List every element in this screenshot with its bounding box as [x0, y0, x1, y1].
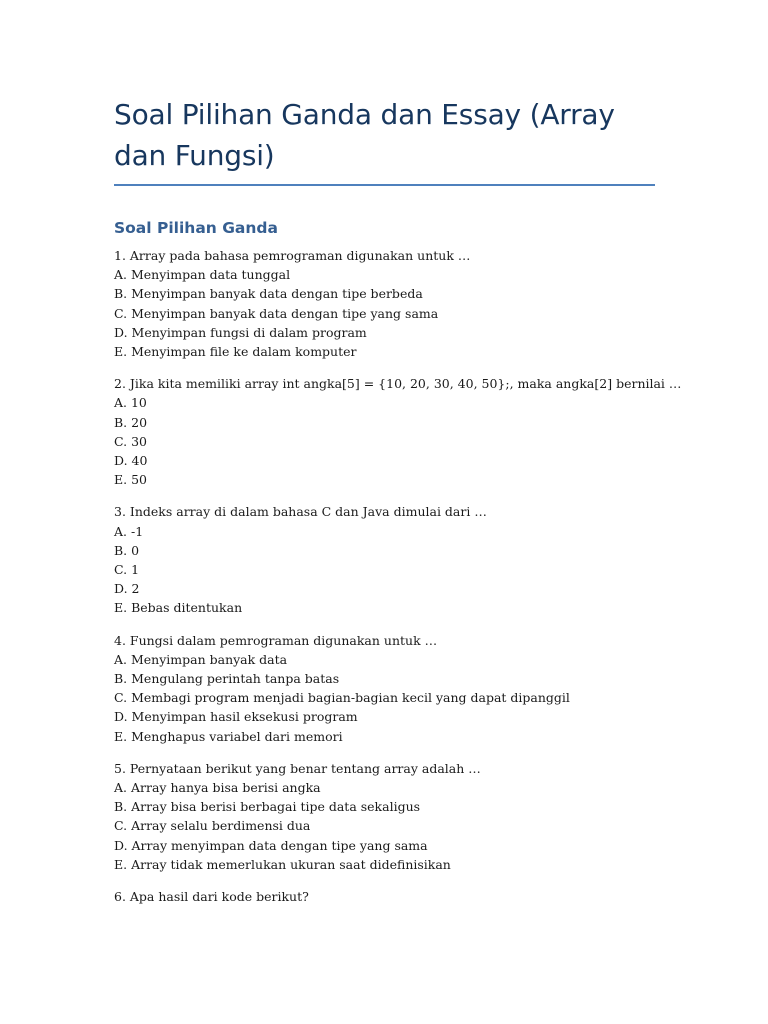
- answer-option-d: D. 2: [114, 581, 140, 597]
- answer-option-a: A. 10: [114, 395, 147, 411]
- question-text: 5. Pernyataan berikut yang benar tentang array adalah …: [114, 760, 481, 776]
- page-title: Soal Pilihan Ganda dan Essay (Array dan Fungsi): [114, 98, 615, 172]
- question-text: 3. Indeks array di dalam bahasa C dan Java dimulai dari …: [114, 504, 487, 520]
- section-heading: Soal Pilihan Ganda: [114, 219, 278, 237]
- answer-option-c: C. 1: [114, 562, 140, 578]
- answer-option-a: A. -1: [114, 523, 144, 539]
- question-text: 6. Apa hasil dari kode berikut?: [114, 889, 309, 905]
- answer-option-e: E. Bebas ditentukan: [114, 600, 243, 616]
- answer-option-b: B. 0: [114, 542, 140, 558]
- answer-option-e: E. 50: [114, 472, 147, 488]
- answer-option-d: D. Menyimpan fungsi di dalam program: [114, 324, 367, 340]
- answer-option-a: A. Menyimpan banyak data: [114, 651, 288, 667]
- answer-option-b: B. Menyimpan banyak data dengan tipe berbeda: [114, 286, 423, 302]
- answer-option-d: D. 40: [114, 453, 148, 469]
- answer-option-d: D. Menyimpan hasil eksekusi program: [114, 709, 358, 725]
- answer-option-c: C. Array selalu berdimensi dua: [114, 818, 311, 834]
- question-4: [114, 631, 655, 746]
- answer-option-a: A. Menyimpan data tunggal: [114, 267, 291, 283]
- answer-option-e: E. Array tidak memerlukan ukuran saat didefinisikan: [114, 856, 451, 872]
- answer-option-c: C. Membagi program menjadi bagian-bagian kecil yang dapat dipanggil: [114, 690, 570, 706]
- question-list: [114, 246, 682, 906]
- title-divider: [114, 184, 655, 186]
- answer-option-e: E. Menghapus variabel dari memori: [114, 728, 343, 744]
- question-6: [114, 887, 655, 906]
- question-3: [114, 502, 655, 617]
- answer-option-b: B. Array bisa berisi berbagai tipe data sekaligus: [114, 799, 421, 815]
- answer-option-e: E. Menyimpan file ke dalam komputer: [114, 344, 357, 360]
- question-text: 2. Jika kita memiliki array int angka[5] = {10, 20, 30, 40, 50};, maka angka[2] bernilai …: [114, 376, 682, 392]
- answer-option-b: B. 20: [114, 414, 148, 430]
- question-text: 1. Array pada bahasa pemrograman digunakan untuk …: [114, 248, 471, 263]
- answer-option-d: D. Array menyimpan data dengan tipe yang sama: [114, 837, 428, 853]
- question-text: 4. Fungsi dalam pemrograman digunakan untuk …: [114, 632, 438, 648]
- question-1: [114, 246, 655, 361]
- answer-option-c: C. 30: [114, 433, 147, 449]
- document-page: [114, 94, 682, 906]
- question-2: [114, 374, 682, 489]
- answer-option-b: B. Mengulang perintah tanpa batas: [114, 671, 340, 687]
- answer-option-c: C. Menyimpan banyak data dengan tipe yang sama: [114, 305, 439, 321]
- question-5: [114, 759, 655, 874]
- answer-option-a: A. Array hanya bisa berisi angka: [114, 780, 321, 796]
